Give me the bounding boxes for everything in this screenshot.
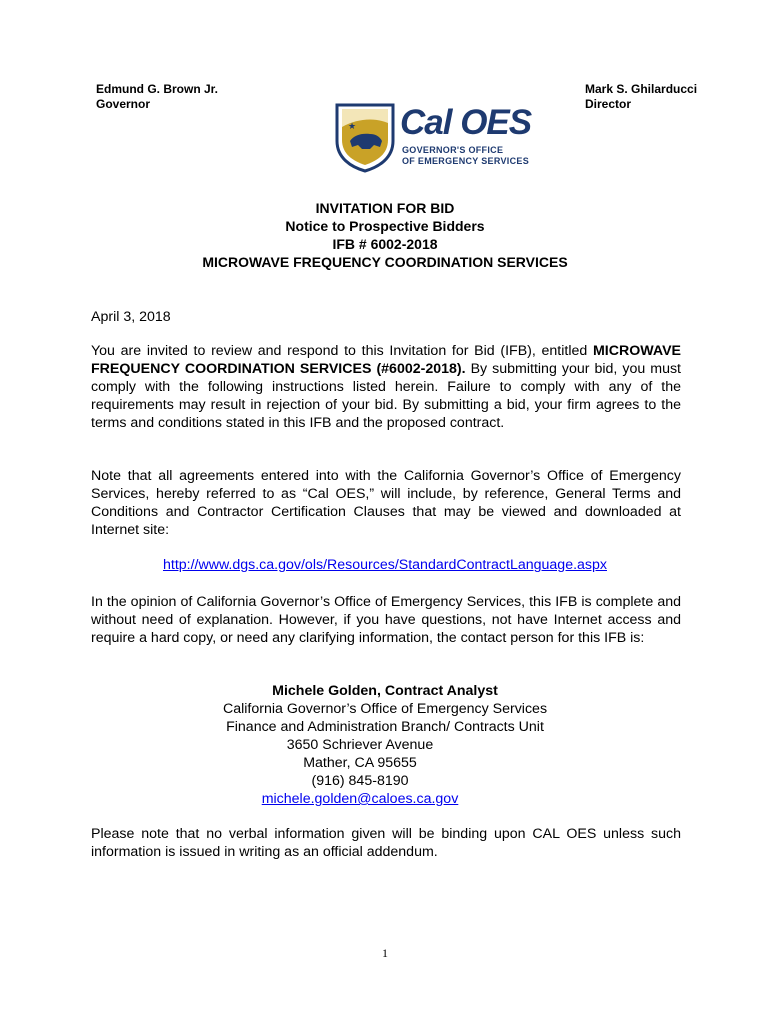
director-name: Mark S. Ghilarducci [585, 82, 698, 96]
contact-branch: Finance and Administration Branch/ Contracts Unit [226, 719, 544, 735]
logo-wordmark: Cal OES [400, 103, 532, 142]
paragraph-agreements: Note that all agreements entered into with the California Governor’s Office of Emergency Services, hereby referred to as “Cal OES,” will include, by reference, General Terms and Conditions and Contractor Certification Clauses that may be viewed and downloaded at Internet site: [91, 468, 681, 538]
paragraph-questions: In the opinion of California Governor’s Office of Emergency Services, this IFB is complete and without need of explanation. However, if you have questions, not have Internet access and require a hard copy, or need any clarifying information, the contact person for this IFB is: [91, 594, 681, 646]
director-block [585, 82, 697, 112]
governor-name: Edmund G. Brown Jr. [96, 82, 219, 96]
contact-street: 3650 Schriever Avenue [286, 737, 434, 753]
p1-rest: By submitting your bid, you must comply with the following instructions listed herein. Failure to comply with any of the requirements may result in rejection of your bid. By submitting a bid, your firm agrees to the terms and conditions stated in this IFB and the proposed contract. [91, 361, 681, 431]
contact-email-link[interactable]: michele.golden@caloes.ca.gov [261, 791, 459, 807]
governor-title: Governor [96, 97, 151, 111]
p1-bid-title: MICROWAVE FREQUENCY COORDINATION SERVICES (#6002-2018). [91, 343, 681, 377]
contact-name: Michele Golden, Contract Analyst [272, 683, 498, 699]
logo-subtitle-line1: GOVERNOR'S OFFICE [402, 145, 504, 155]
cal-oes-logo [334, 103, 534, 175]
contract-language-link[interactable]: http://www.dgs.ca.gov/ols/Resources/StandardContractLanguage.aspx [162, 557, 607, 573]
contact-city: Mather, CA 95655 [303, 755, 417, 771]
title-line2: Notice to Prospective Bidders [285, 218, 485, 234]
contact-block [0, 682, 770, 808]
title-line3: IFB # 6002-2018 [332, 236, 438, 252]
svg-text:★: ★ [348, 122, 357, 132]
document-title [0, 199, 770, 271]
contact-org: California Governor’s Office of Emergency Services [222, 701, 548, 717]
paragraph-addendum-note: Please note that no verbal information given will be binding upon CAL OES unless such information is issued in writing as an official addendum. [91, 826, 681, 860]
governor-block [96, 82, 218, 112]
logo-subtitle-line2: OF EMERGENCY SERVICES [402, 156, 529, 166]
contact-phone: (916) 845-8190 [311, 773, 409, 789]
title-line1: INVITATION FOR BID [315, 200, 455, 216]
title-line4: MICROWAVE FREQUENCY COORDINATION SERVICES [202, 254, 568, 270]
p1-lead: You are invited to review and respond to this Invitation for Bid (IFB), entitled [91, 343, 593, 359]
page-number: 1 [382, 946, 388, 960]
paragraph-invitation [91, 342, 681, 432]
letter-date: April 3, 2018 [91, 309, 171, 325]
director-title: Director [585, 97, 632, 111]
contract-language-url [0, 557, 770, 573]
logo-subtitle [402, 145, 529, 167]
shield-icon [334, 103, 396, 173]
